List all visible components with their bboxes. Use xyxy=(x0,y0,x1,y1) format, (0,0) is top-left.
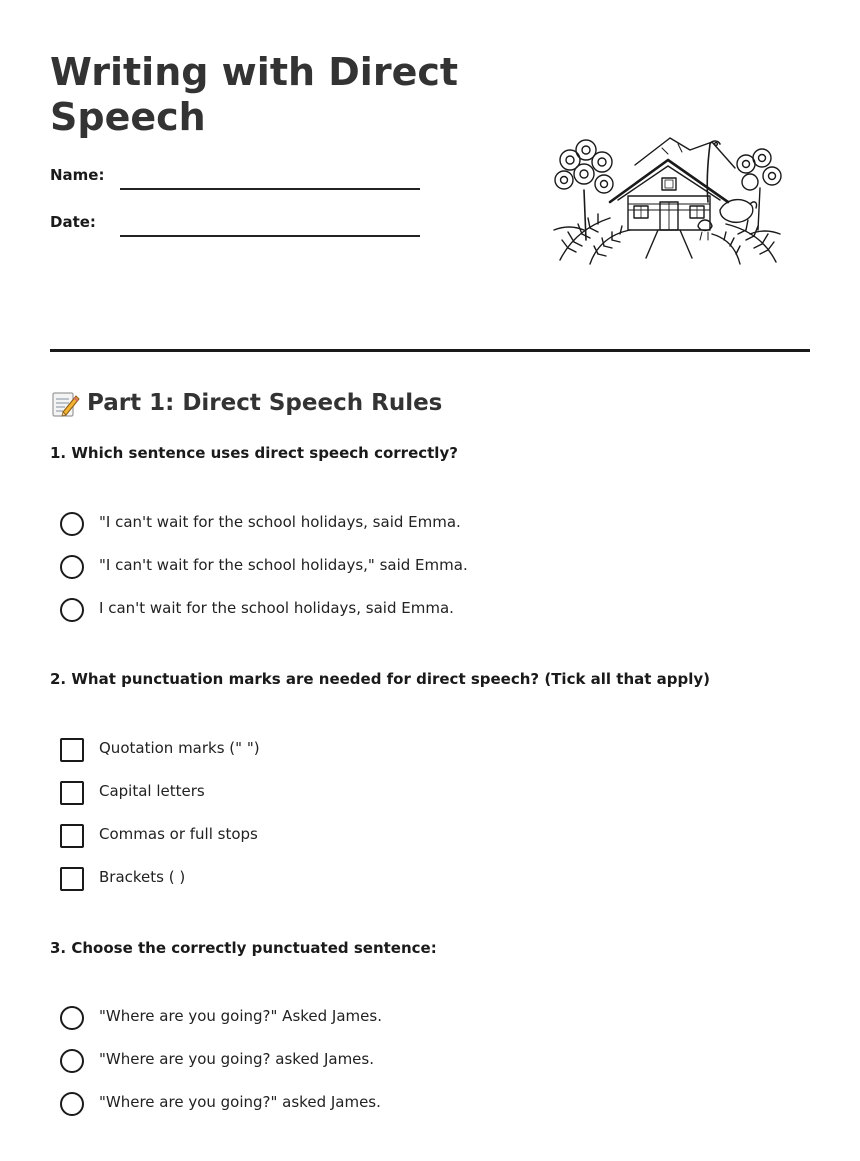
date-field[interactable] xyxy=(50,209,420,239)
option-label: "I can't wait for the school holidays," said Emma. xyxy=(99,556,468,574)
checkbox[interactable] xyxy=(60,781,84,805)
question-1-text: 1. Which sentence uses direct speech correctly? xyxy=(50,444,458,462)
name-write-line[interactable] xyxy=(120,188,420,190)
question-1-option-3[interactable] xyxy=(60,595,800,638)
option-label: Commas or full stops xyxy=(99,825,258,843)
question-3-option-2[interactable] xyxy=(60,1046,800,1089)
worksheet-page xyxy=(50,0,810,1161)
question-2-options xyxy=(60,735,800,907)
option-label: Brackets ( ) xyxy=(99,868,186,886)
date-write-line[interactable] xyxy=(120,235,420,237)
option-label: "Where are you going?" Asked James. xyxy=(99,1007,382,1025)
question-1-options xyxy=(60,509,800,638)
question-2-option-3[interactable] xyxy=(60,821,800,864)
part1-title xyxy=(50,386,442,420)
name-field[interactable] xyxy=(50,162,420,192)
checkbox[interactable] xyxy=(60,824,84,848)
radio-button[interactable] xyxy=(60,555,84,579)
worksheet-title: Writing with Direct Speech xyxy=(50,50,459,139)
option-label: "Where are you going? asked James. xyxy=(99,1050,374,1068)
header-divider xyxy=(50,349,810,352)
checkbox[interactable] xyxy=(60,738,84,762)
radio-button[interactable] xyxy=(60,1092,84,1116)
option-label: "Where are you going?" asked James. xyxy=(99,1093,381,1111)
question-2-option-1[interactable] xyxy=(60,735,800,778)
radio-button[interactable] xyxy=(60,512,84,536)
question-1-option-2[interactable] xyxy=(60,552,800,595)
question-3-option-1[interactable] xyxy=(60,1003,800,1046)
question-1-option-1[interactable] xyxy=(60,509,800,552)
name-label: Name: xyxy=(50,166,105,184)
radio-button[interactable] xyxy=(60,598,84,622)
radio-button[interactable] xyxy=(60,1006,84,1030)
date-label: Date: xyxy=(50,213,96,231)
radio-button[interactable] xyxy=(60,1049,84,1073)
house-garden-illustration xyxy=(550,130,785,270)
option-label: I can't wait for the school holidays, said Emma. xyxy=(99,599,454,617)
checkbox[interactable] xyxy=(60,867,84,891)
question-2-text: 2. What punctuation marks are needed for direct speech? (Tick all that apply) xyxy=(50,670,711,688)
question-2-option-4[interactable] xyxy=(60,864,800,907)
option-label: Quotation marks (" ") xyxy=(99,739,260,757)
part1-title-text: Part 1: Direct Speech Rules xyxy=(87,390,443,416)
pencil-memo-icon xyxy=(50,388,80,418)
option-label: "I can't wait for the school holidays, said Emma. xyxy=(99,513,461,531)
question-3-text: 3. Choose the correctly punctuated sentence: xyxy=(50,939,437,957)
question-3-options xyxy=(60,1003,800,1132)
question-3-option-3[interactable] xyxy=(60,1089,800,1132)
question-2-option-2[interactable] xyxy=(60,778,800,821)
worksheet-header xyxy=(50,50,810,280)
option-label: Capital letters xyxy=(99,782,205,800)
